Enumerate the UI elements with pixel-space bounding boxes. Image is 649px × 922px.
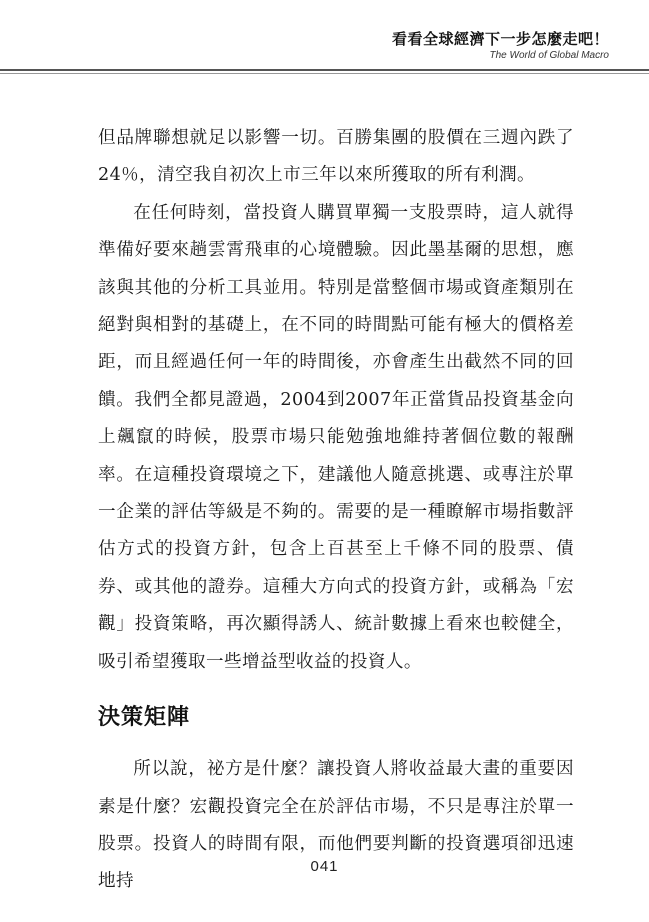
book-title: 看看全球經濟下一步怎麼走吧！ xyxy=(391,30,609,48)
body-paragraph-continued: 但品牌聯想就足以影響一切。百勝集團的股價在三週內跌了24％，清空我自初次上市三年以來所獲取的所有利潤。 xyxy=(98,128,574,186)
section-heading: 決策矩陣 xyxy=(98,705,191,731)
header-rule-thin xyxy=(0,73,649,74)
section-paragraph: 所以說，祕方是什麼？讓投資人將收益最大畫的重要因素是什麼？宏觀投資完全在於評估市場，不只是專注於單一股票。投資人的時間有限，而他們要判斷的投資選項卻迅速地持 xyxy=(98,759,574,892)
running-header xyxy=(0,28,649,74)
page-number: 041 xyxy=(310,858,339,875)
page-body xyxy=(98,120,574,901)
header-rule xyxy=(0,69,649,71)
book-subtitle: The World of Global Macro xyxy=(489,50,609,61)
body-paragraph: 在任何時刻，當投資人購買單獨一支股票時，這人就得準備好要來趟雲霄飛車的心境體驗。因此墨基爾的思想，應該與其他的分析工具並用。特別是當整個市場或資產類別在絕對與相對的基礎上，在不同的時間點可能有極大的價格差距，而且經過任何一年的時間後，亦會產生出截然不同的回饋。我們全都見證過，2004到2007年正當貨品投資基金向上飆竄的時候，股票市場只能勉強地維持著個位數的報酬率。在這種投資環境之下，建議他人隨意挑選、或專注於單一企業的評估等級是不夠的。需要的是一種瞭解市場指數評估方式的投資方針，包含上百甚至上千條不同的股票、債券、或其他的證券。這種大方向式的投資方針，或稱為「宏觀」投資策略，再次顯得誘人、統計數據上看來也較健全，吸引希望獲取一些增益型收益的投資人。 xyxy=(98,202,574,672)
